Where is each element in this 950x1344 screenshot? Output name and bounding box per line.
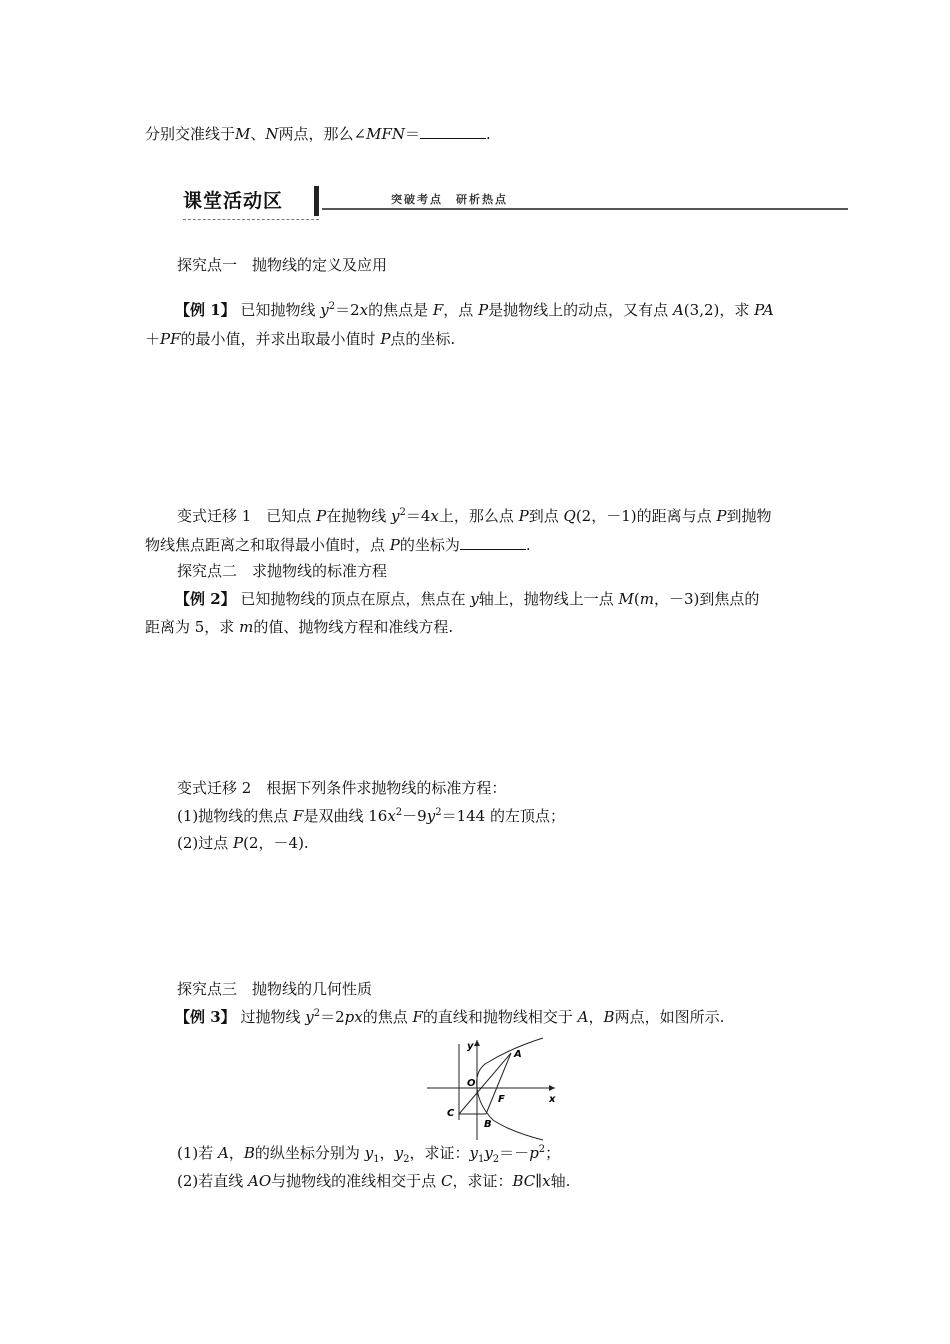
example-1-line-1: 【例 1】 已知抛物线 $y^2=2x$的焦点是 F，点 P是抛物线上的动点，又有点 A(3,2)，求 PA: [175, 301, 774, 319]
section-subtitle: 突破考点 研析热点: [391, 193, 508, 206]
example-2-line-2: 距离为 5，求 m的值、抛物线方程和准线方程.: [145, 618, 454, 636]
topic-2-heading: 探究点二 求抛物线的标准方程: [177, 562, 388, 580]
answer-blank: [460, 535, 526, 550]
example-3-line-1: 【例 3】 过抛物线 $y^2=2px$的焦点 F的直线和抛物线相交于 A，B两点，如图所示.: [175, 1008, 725, 1026]
section-underline: [183, 219, 319, 220]
example-3-question-2: (2)若直线 AO与抛物线的准线相交于点 C，求证：BC∥x轴.: [177, 1172, 571, 1190]
section-divider-bar: [314, 186, 319, 216]
example-3-question-1: (1)若 A，B的纵坐标分别为 $y_1$，$y_2$，求证：$y_1y_2=-p^2$；: [177, 1144, 561, 1165]
variation-1-line-1: 变式迁移 1 已知点 P在抛物线 $y^2=4x$上，那么点 P到点 Q(2，－1)的距离与点 P到抛物: [177, 507, 772, 525]
section-title: 课堂活动区: [183, 190, 284, 212]
example-2-line-1: 【例 2】 已知抛物线的顶点在原点，焦点在 y轴上，抛物线上一点 M(m，－3)到焦点的: [175, 590, 760, 608]
y-axis-label: y: [467, 1041, 474, 1052]
x-axis-arrow: [549, 1085, 555, 1091]
parabola-figure: [425, 1036, 565, 1142]
section-rule: [322, 208, 848, 210]
point-A-label: A: [514, 1049, 522, 1060]
topic-3-heading: 探究点三 抛物线的几何性质: [177, 980, 373, 998]
topic-1-heading: 探究点一 抛物线的定义及应用: [177, 256, 388, 274]
example-1-line-2: ＋PF的最小值，并求出取最小值时 P点的坐标.: [145, 330, 456, 348]
variation-2-title: 变式迁移 2 根据下列条件求抛物线的标准方程：: [177, 779, 507, 797]
answer-blank: [420, 124, 486, 139]
y-axis-arrow: [474, 1040, 480, 1046]
origin-label: O: [467, 1078, 476, 1089]
x-axis-label: x: [549, 1094, 556, 1105]
variation-2-item-2: (2)过点 P(2，－4).: [177, 834, 309, 852]
point-C-label: C: [447, 1108, 455, 1119]
point-B-label: B: [484, 1119, 492, 1130]
variation-1-line-2: 物线焦点距离之和取得最小值时，点 P的坐标为 .: [145, 536, 531, 554]
variation-2-item-1: (1)抛物线的焦点 F是双曲线 $16x^2-9y^2=144$ 的左顶点；: [177, 807, 565, 825]
top-text-line: 分别交准线于M、N两点，那么∠MFN＝ .: [145, 125, 491, 143]
point-F-label: F: [498, 1094, 505, 1105]
